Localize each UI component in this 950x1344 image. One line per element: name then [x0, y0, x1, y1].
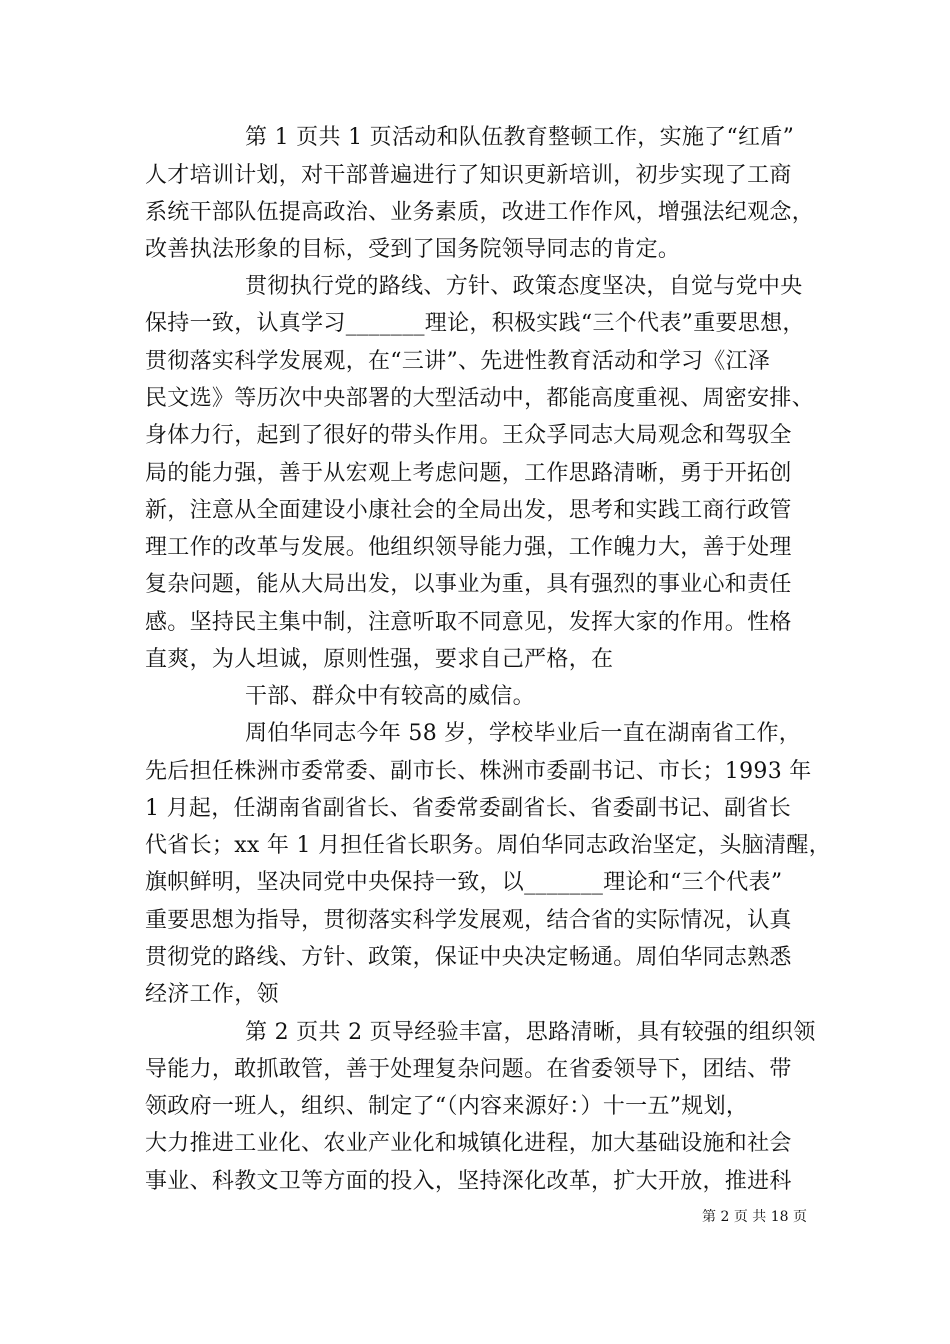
text-line: 干部、群众中有较高的威信。 [245, 684, 535, 709]
text-line: 新，注意从全面建设小康社会的全局出发，思考和实践工商行政管 [145, 498, 792, 523]
text-line: 先后担任株洲市委常委、副市长、株洲市委副书记、市长；1993 年 [145, 759, 812, 784]
text-line: 1 月起，任湖南省副省长、省委常委副省长、省委副书记、副省长 [145, 796, 791, 821]
text-line: 贯彻党的路线、方针、政策，保证中央决定畅通。周伯华同志熟悉 [145, 945, 792, 970]
text-line: 理工作的改革与发展。他组织领导能力强，工作魄力大，善于处理 [145, 535, 792, 560]
text-line: 保持一致，认真学习_______理论，积极实践“三个代表”重要思想， [145, 311, 805, 336]
text-line: 第 1 页共 1 页活动和队伍教育整顿工作，实施了“红盾” [245, 125, 795, 150]
text-line: 改善执法形象的目标，受到了国务院领导同志的肯定。 [145, 237, 681, 262]
text-line: 第 2 页共 2 页导经验丰富，思路清晰，具有较强的组织领 [245, 1020, 816, 1045]
text-line: 民文选》等历次中央部署的大型活动中，都能高度重视、周密安排、 [145, 386, 815, 411]
text-line: 大力推进工业化、农业产业化和城镇化进程，加大基础设施和社会 [145, 1131, 792, 1156]
text-line: 事业、科教文卫等方面的投入，坚持深化改革，扩大开放，推进科 [145, 1169, 792, 1194]
page-number-footer: 第 2 页 共 18 页 [702, 1209, 807, 1225]
text-line: 复杂问题，能从大局出发，以事业为重，具有强烈的事业心和责任 [145, 572, 792, 597]
text-line: 领政府一班人，组织、制定了“（内容来源好：）十一五”规划， [145, 1094, 749, 1119]
text-line: 旗帜鲜明，坚决同党中央保持一致，以_______理论和“三个代表” [145, 870, 783, 895]
text-line: 直爽，为人坦诚，原则性强，要求自己严格，在 [145, 647, 614, 672]
text-line: 感。坚持民主集中制，注意听取不同意见，发挥大家的作用。性格 [145, 610, 792, 635]
text-line: 贯彻执行党的路线、方针、政策态度坚决，自觉与党中央 [245, 274, 803, 299]
text-line: 代省长；xx 年 1 月担任省长职务。周伯华同志政治坚定，头脑清醒， [145, 833, 831, 858]
text-line: 贯彻落实科学发展观，在“三讲”、先进性教育活动和学习《江泽 [145, 349, 771, 374]
text-line: 身体力行，起到了很好的带头作用。王众孚同志大局观念和驾驭全 [145, 423, 792, 448]
text-line: 经济工作，领 [145, 982, 279, 1007]
text-line: 系统干部队伍提高政治、业务素质，改进工作作风，增强法纪观念， [145, 200, 815, 225]
text-line: 周伯华同志今年 58 岁，学校毕业后一直在湖南省工作， [245, 721, 802, 746]
text-line: 局的能力强，善于从宏观上考虑问题，工作思路清晰，勇于开拓创 [145, 461, 792, 486]
text-line: 重要思想为指导，贯彻落实科学发展观，结合省的实际情况，认真 [145, 908, 792, 933]
text-line: 人才培训计划，对干部普遍进行了知识更新培训，初步实现了工商 [145, 163, 792, 188]
text-line: 导能力，敢抓敢管，善于处理复杂问题。在省委领导下，团结、带 [145, 1057, 792, 1082]
